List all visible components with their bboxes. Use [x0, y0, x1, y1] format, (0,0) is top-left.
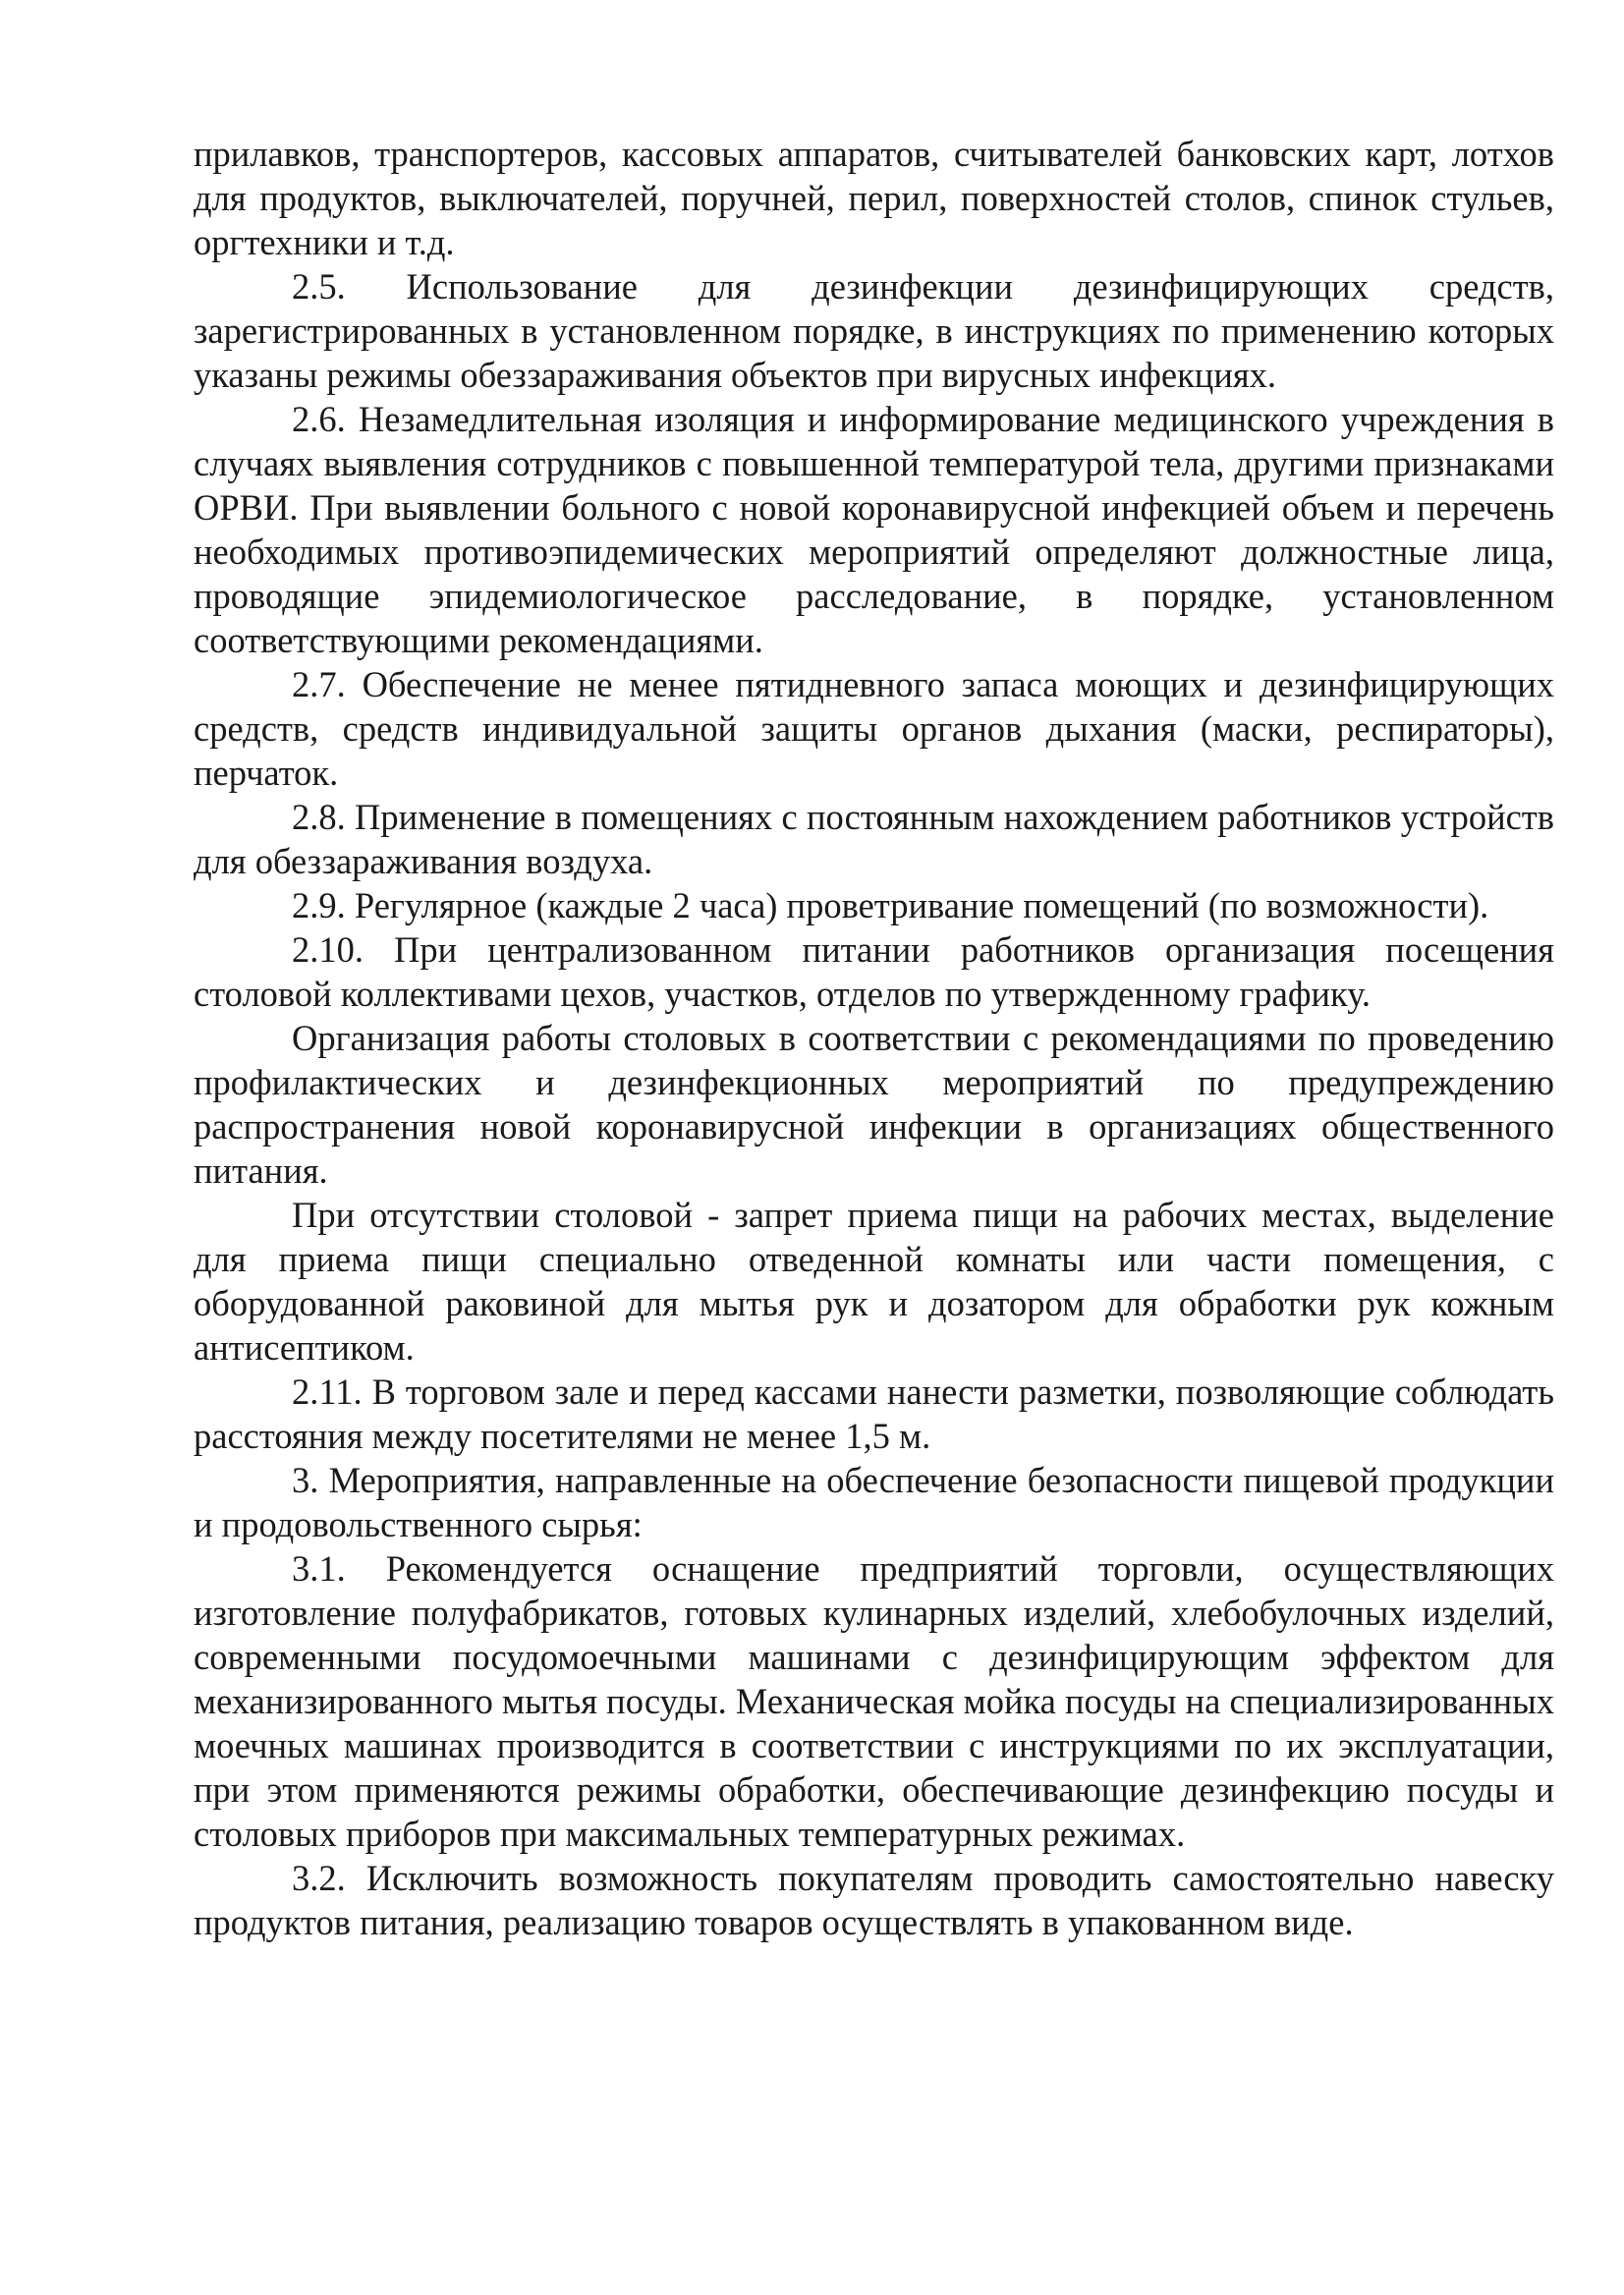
paragraph-2-9: 2.9. Регулярное (каждые 2 часа) проветривание помещений (по возможности).: [292, 885, 1489, 925]
paragraph-no-canteen: При отсутствии столовой - запрет приема пищи на рабочих местах, выделение для приема пищи специально отведенной комнаты или части помещения, с оборудованной раковиной для мытья рук и дозатором для обработки рук кожным антисептиком.: [194, 1195, 1554, 1368]
paragraph-continuation: прилавков, транспортеров, кассовых аппаратов, считывателей банковских карт, лотхов для продуктов, выключателей, поручней, перил, поверхностей столов, спинок стульев, оргтехники и т.д.: [194, 134, 1554, 262]
paragraph-2-8: 2.8. Применение в помещениях с постоянным нахождением работников устройств для обеззараживания воздуха.: [194, 797, 1554, 881]
paragraph-2-5: 2.5. Использование для дезинфекции дезинфицирующих средств, зарегистрированных в установленном порядке, в инструкциях по применению которых указаны режимы обеззараживания объектов при вирусных инфекциях.: [194, 266, 1554, 395]
paragraph-2-7: 2.7. Обеспечение не менее пятидневного запаса моющих и дезинфицирующих средств, средств индивидуальной защиты органов дыхания (маски, респираторы), перчаток.: [194, 664, 1554, 793]
paragraph-canteen-organization: Организация работы столовых в соответствии с рекомендациями по проведению профилактических и дезинфекционных мероприятий по предупреждению распространения новой коронавирусной инфекции в организациях общественного питания.: [194, 1018, 1554, 1191]
paragraph-2-10: 2.10. При централизованном питании работников организация посещения столовой коллективами цехов, участков, отделов по утвержденному графику.: [194, 929, 1554, 1014]
document-body: [194, 132, 1554, 1944]
paragraph-3-1: 3.1. Рекомендуется оснащение предприятий торговли, осуществляющих изготовление полуфабрикатов, готовых кулинарных изделий, хлебобулочных изделий, современными посудомоечными машинами с дезинфицирующим эффектом для механизированного мытья посуды. Механическая мойка посуды на специализированных моечных машинах производится в соответствии с инструкциями по их эксплуатации, при этом применяются режимы обработки, обеспечивающие дезинфекцию посуды и столовых приборов при максимальных температурных режимах.: [194, 1548, 1554, 1854]
paragraph-3: 3. Мероприятия, направленные на обеспечение безопасности пищевой продукции и продовольственного сырья:: [194, 1460, 1554, 1544]
paragraph-2-11: 2.11. В торговом зале и перед кассами нанести разметки, позволяющие соблюдать расстояния между посетителями не менее 1,5 м.: [194, 1371, 1554, 1456]
paragraph-3-2: 3.2. Исключить возможность покупателям проводить самостоятельно навеску продуктов питания, реализацию товаров осуществлять в упакованном виде.: [194, 1858, 1554, 1942]
paragraph-2-6: 2.6. Незамедлительная изоляция и информирование медицинского учреждения в случаях выявления сотрудников с повышенной температурой тела, другими признаками ОРВИ. При выявлении больного с новой коронавирусной инфекцией объем и перечень необходимых противоэпидемических мероприятий определяют должностные лица, проводящие эпидемиологическое расследование, в порядке, установленном соответствующими рекомендациями.: [194, 399, 1554, 660]
